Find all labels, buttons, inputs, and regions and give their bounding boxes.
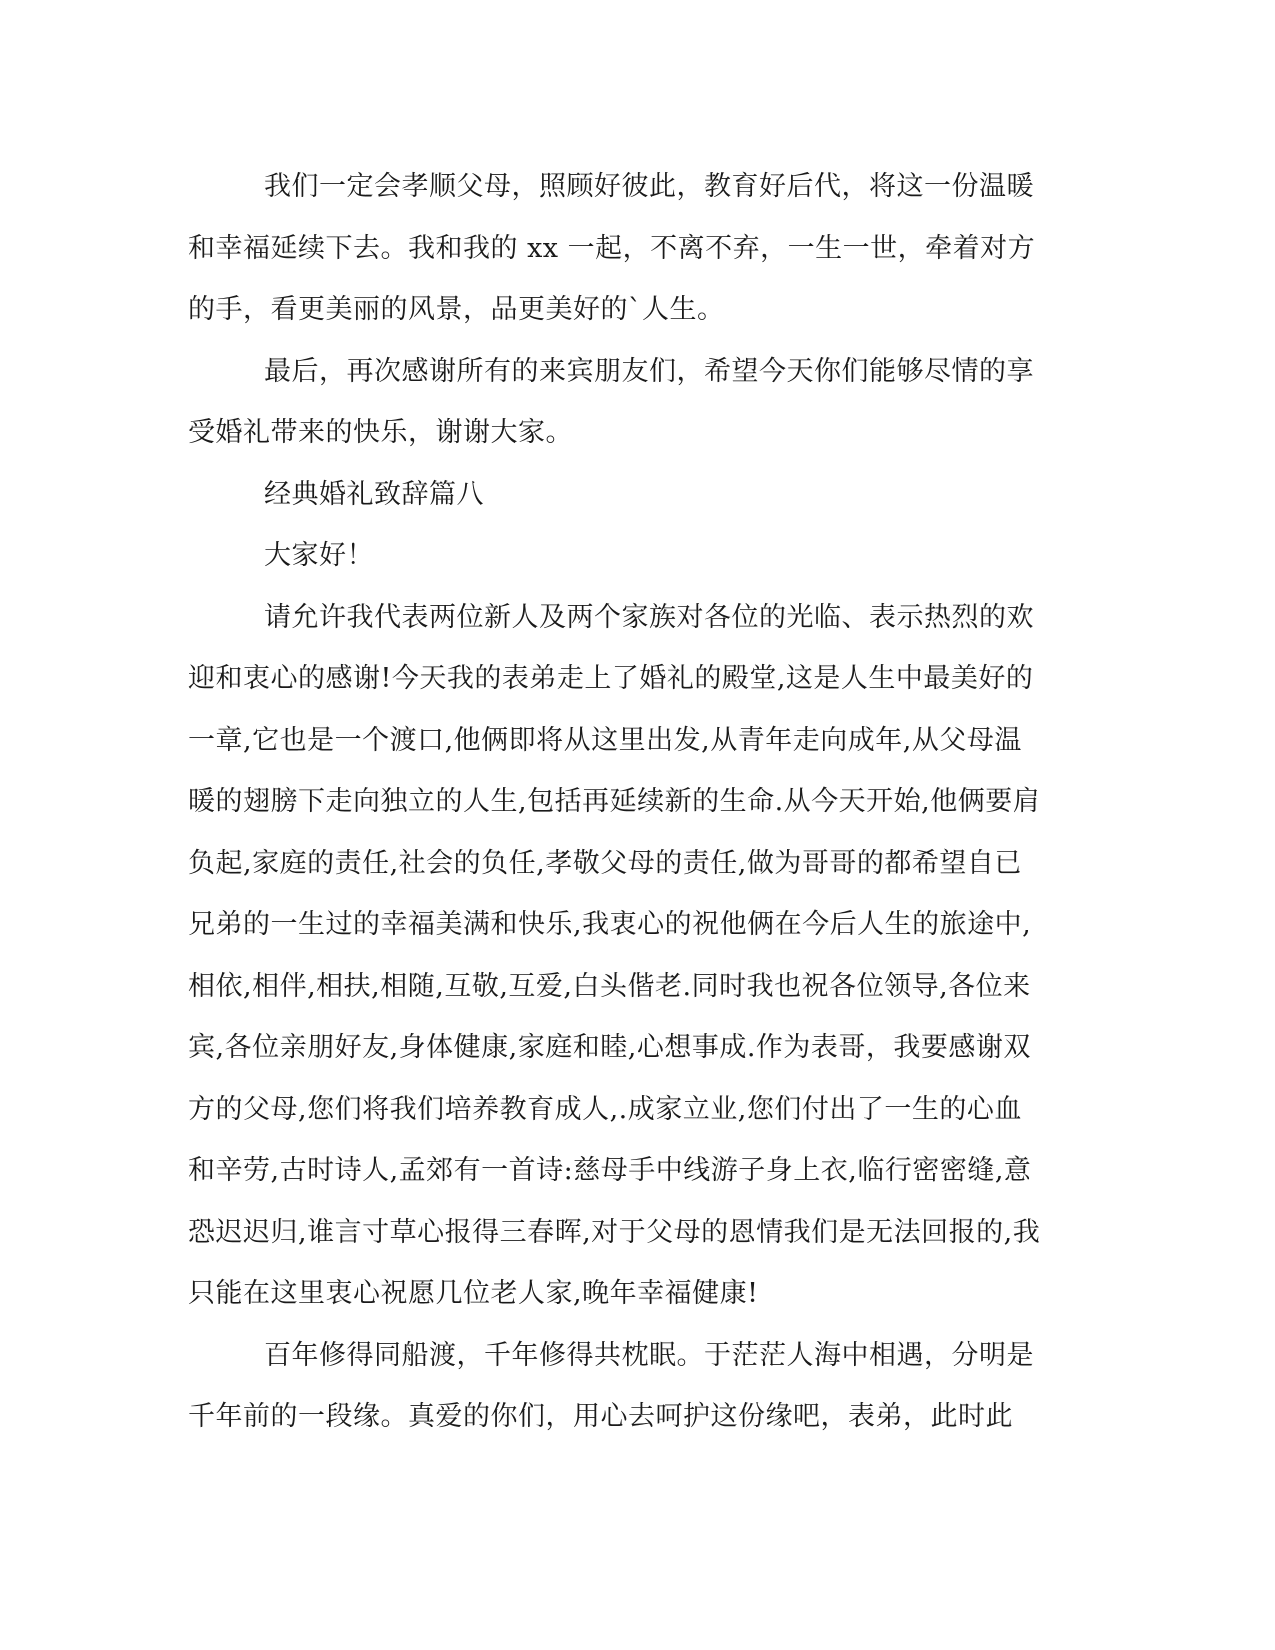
text-line: 一章,它也是一个渡口,他俩即将从这里出发,从青年走向成年,从父母温 bbox=[188, 724, 1022, 756]
greeting-text: 大家好！ bbox=[264, 540, 374, 571]
text-line: 只能在这里衷心祝愿几位老人家,晚年幸福健康! bbox=[188, 1278, 759, 1309]
text-line: 受婚礼带来的快乐，谢谢大家。 bbox=[188, 417, 573, 448]
text-line: 的手，看更美丽的风景，品更美好的`人生。 bbox=[188, 294, 725, 325]
section-heading bbox=[188, 464, 1088, 526]
paragraph-promise bbox=[188, 156, 1088, 341]
text-line: 请允许我代表两位新人及两个家族对各位的光临、表示热烈的欢 bbox=[264, 601, 1034, 633]
text-line: 千年前的一段缘。真爱的你们，用心去呵护这份缘吧，表弟，此时此 bbox=[188, 1401, 1013, 1432]
text-line: 迎和衷心的感谢!今天我的表弟走上了婚礼的殿堂,这是人生中最美好的 bbox=[188, 663, 1034, 694]
text-line: 相依,相伴,相扶,相随,互敬,互爱,白头偕老.同时我也祝各位领导,各位来 bbox=[188, 970, 1031, 1002]
document-body bbox=[188, 156, 1088, 1448]
text-line: 恐迟迟归,谁言寸草心报得三春晖,对于父母的恩情我们是无法回报的,我 bbox=[188, 1216, 1041, 1248]
text-line: 百年修得同船渡，千年修得共枕眠。于茫茫人海中相遇，分明是 bbox=[264, 1339, 1034, 1371]
section-heading-text: 经典婚礼致辞篇八 bbox=[264, 478, 484, 510]
text-line: 负起,家庭的责任,社会的负任,孝敬父母的责任,做为哥哥的都希望自已 bbox=[188, 847, 1022, 879]
paragraph-thanks bbox=[188, 341, 1088, 464]
greeting bbox=[188, 525, 1088, 587]
text-line: 暖的翅膀下走向独立的人生,包括再延续新的生命.从今天开始,他俩要肩 bbox=[188, 786, 1041, 817]
paragraph-welcome bbox=[188, 587, 1088, 1325]
paragraph-blessing bbox=[188, 1325, 1088, 1448]
text-line: 宾,各位亲朋好友,身体健康,家庭和睦,心想事成.作为表哥，我要感谢双 bbox=[188, 1032, 1031, 1063]
text-line: 我们一定会孝顺父母，照顾好彼此，教育好后代，将这一份温暖 bbox=[264, 171, 1034, 202]
text-line: 和辛劳,古时诗人,孟郊有一首诗:慈母手中线游子身上衣,临行密密缝,意 bbox=[188, 1155, 1032, 1186]
text-line: 兄弟的一生过的幸福美满和快乐,我衷心的祝他俩在今后人生的旅途中, bbox=[188, 909, 1032, 940]
text-line: 最后，再次感谢所有的来宾朋友们，希望今天你们能够尽情的享 bbox=[264, 355, 1034, 387]
text-line: 和幸福延续下去。我和我的 xx 一起，不离不弃，一生一世，牵着对方 bbox=[188, 232, 1036, 264]
text-line: 方的父母,您们将我们培养教育成人,.成家立业,您们付出了一生的心血 bbox=[188, 1093, 1022, 1125]
